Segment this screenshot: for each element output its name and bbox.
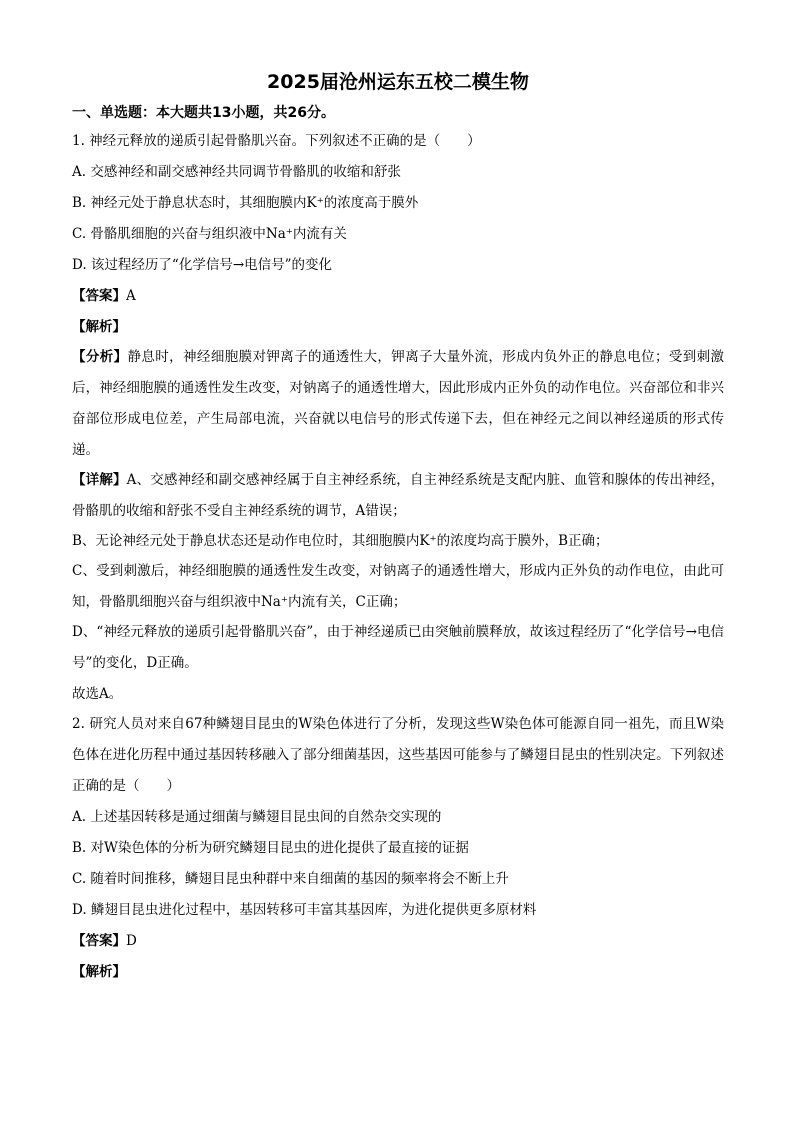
answer-label: 【答案】 [72,933,126,949]
question-2-analysis-label [72,962,724,982]
answer-value: D [126,933,137,949]
question-1-analysis-label [72,317,724,337]
analysis-label: 【解析】 [72,319,126,335]
question-1-detail-d: D、“神经元释放的递质引起骨骼肌兴奋”，由于神经递质已由突触前膜释放，故该过程经历了“化学信号→电信号”的变化，D正确。 [72,624,724,671]
question-1-answer [72,286,724,306]
question-1-fenxi [72,342,724,466]
question-2-stem: 2. 研究人员对来自67种鳞翅目昆虫的W染色体进行了分析，发现这些W染色体可能源自同一祖先，而且W染色体在进化历程中通过基因转移融入了部分细菌基因，这些基因可能参与了鳞翅目昆虫的性别决定。下列叙述正确的是（ ） [72,716,724,794]
fenxi-label: 【分析】 [72,349,128,365]
section-header: 一、单选题：本大题共13小题，共26分。 [72,105,335,121]
question-1-stem: 1. 神经元释放的递质引起骨骼肌兴奋。下列叙述不正确的是（ ） [72,133,481,149]
question-1-option-d: D. 该过程经历了“化学信号→电信号”的变化 [72,257,333,273]
question-1-detail-c: C、受到刺激后，神经细胞膜的通透性发生改变，对钠离子的通透性增大，形成内正外负的动作电位，由此可知，骨骼肌细胞兴奋与组织液中Na⁺内流有关，C正确； [72,563,724,610]
answer-value: A [126,288,136,304]
question-1-xiangjie [72,465,724,527]
question-2-option-b: B. 对W染色体的分析为研究鳞翅目昆虫的进化提供了最直接的证据 [72,840,469,856]
fenxi-text: 静息时，神经细胞膜对钾离子的通透性大，钾离子大量外流，形成内负外正的静息电位；受到刺激后，神经细胞膜的通透性发生改变，对钠离子的通透性增大，因此形成内正外负的动作电位。兴奋部位和非兴奋部位形成电位差，产生局部电流，兴奋就以电信号的形式传递下去，但在神经元之间以神经递质的形式传递。 [72,349,725,458]
xiangjie-text: A、交感神经和副交感神经属于自主神经系统，自主神经系统是支配内脏、血管和腺体的传出神经，骨骼肌的收缩和舒张不受自主神经系统的调节，A错误； [72,472,725,519]
question-2-option-d: D. 鳞翅目昆虫进化过程中，基因转移可丰富其基因库，为进化提供更多原材料 [72,902,537,918]
question-2-option-c: C. 随着时间推移，鳞翅目昆虫种群中来自细菌的基因的频率将会不断上升 [72,871,509,887]
page-title: 2025届沧州运东五校二模生物 [267,71,529,93]
question-1-option-b: B. 神经元处于静息状态时，其细胞膜内K⁺的浓度高于膜外 [72,195,419,211]
question-1-option-a: A. 交感神经和副交感神经共同调节骨骼肌的收缩和舒张 [72,164,401,180]
answer-label: 【答案】 [72,288,126,304]
analysis-label: 【解析】 [72,964,126,980]
document-page [72,70,724,993]
question-2-answer [72,931,724,951]
question-1-detail-b: B、无论神经元处于静息状态还是动作电位时，其细胞膜内K⁺的浓度均高于膜外，B正确； [72,533,609,549]
xiangjie-label: 【详解】 [72,472,127,488]
question-1-option-c: C. 骨骼肌细胞的兴奋与组织液中Na⁺内流有关 [72,226,347,242]
question-2-option-a: A. 上述基因转移是通过细菌与鳞翅目昆虫间的自然杂交实现的 [72,809,442,825]
question-1-conclusion: 故选A。 [72,686,123,702]
